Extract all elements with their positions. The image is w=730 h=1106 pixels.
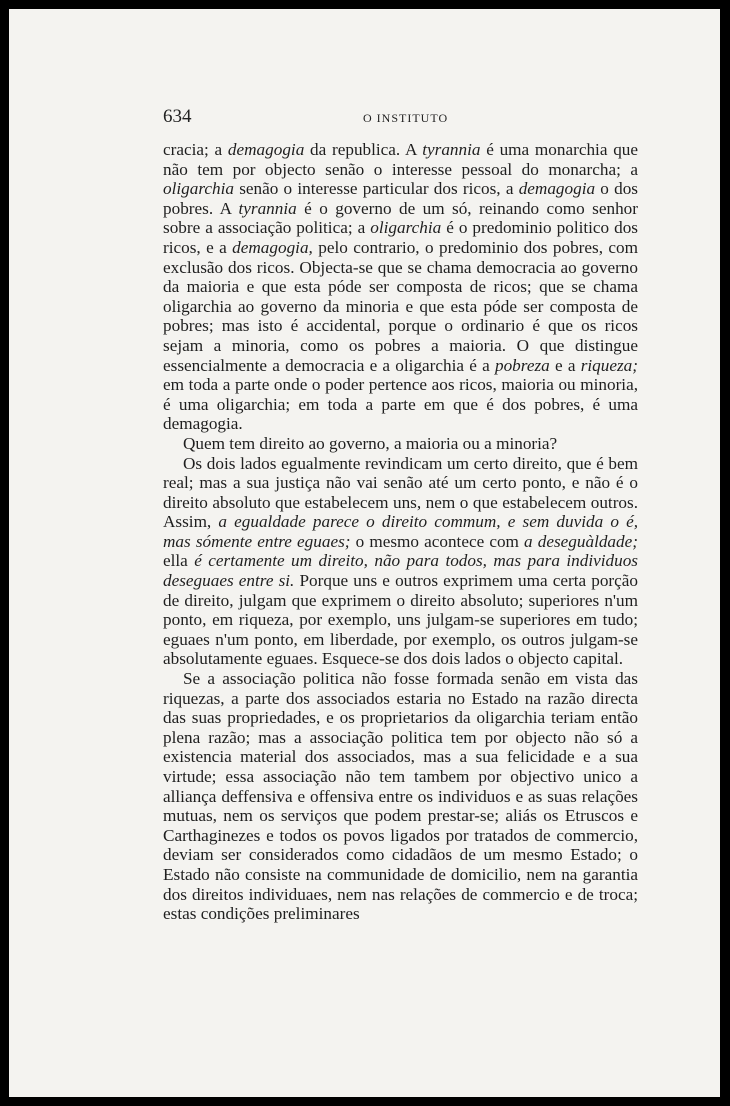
- italic-text: oligarchia: [163, 179, 234, 199]
- page-header: [163, 106, 643, 130]
- text-run: é o predominio politico dos ricos, e a: [163, 218, 638, 257]
- text-run: ella: [163, 551, 195, 571]
- book-page: [9, 9, 720, 1097]
- text-run: Os dois lados egualmente revindicam um certo direito, que é bem real; mas a sua justiça não vai senão até um certo ponto, e não é o direito absoluto que estabelecem uns, nem o que estabelecem outros. Assim,: [163, 453, 638, 532]
- text-run: Porque uns e outros exprimem uma certa porção de direito, julgam que exprimem o direito absoluto; superiores n'um ponto, em riqueza, por exemplo, uns julgam-se superiores em tudo; eguaes n'um ponto, em liberdade, por exemplo, os outros julgam-se absolutamente eguaes. Esquece-se dos dois lados o objecto capital.: [163, 571, 638, 669]
- italic-text: pobreza: [494, 355, 550, 375]
- text-run: é uma monarchia que não tem por objecto senão o interesse pessoal do monarcha; a: [163, 140, 639, 179]
- italic-text: tyrannia: [238, 198, 297, 218]
- italic-text: tyrannia: [422, 140, 481, 159]
- italic-text: demagogia: [227, 140, 305, 159]
- italic-text: riqueza;: [580, 355, 638, 375]
- italic-text: a deseguàldade;: [524, 531, 638, 551]
- italic-text: oligarchia: [370, 218, 442, 238]
- text-run: cracia; a: [163, 140, 228, 159]
- text-run: Quem tem direito ao governo, a maioria ou a minoria?: [183, 433, 558, 453]
- running-title: O INSTITUTO: [363, 111, 449, 125]
- text-run: da republica. A: [304, 140, 423, 159]
- text-run: Se a associação politica não fosse formada senão em vista das riquezas, a parte dos associados estaria no Estado na razão directa das suas propriedades, e os proprietarios da oligarchia teriam então plena razão; mas a associação politica tem por objecto não só a existencia material dos associados, mas a sua felicidade e a sua virtude; essa associação não tem tambem por objectivo unico a alliança deffensiva e offensiva entre os individuos e as suas relações mutuas, nem os serviços que podem prestar-se; aliás os Etruscos e Carthaginezes e todos os povos ligados por tratados de commercio, deviam ser considerados como cidadãos de um mesmo Estado; o Estado não consiste na communidade de domicilio, nem na garantia dos direitos individuaes, nem nas relações de commercio e de troca; estas condições preliminares: [163, 669, 638, 924]
- text-run: e a: [549, 355, 581, 375]
- paragraph: [163, 434, 638, 454]
- text-run: é o governo de um só, reinando como senhor sobre a associação politica; a: [163, 198, 638, 238]
- text-run: o mesmo acontece com: [350, 531, 525, 551]
- italic-text: demagogia,: [232, 237, 313, 257]
- text-run: o dos pobres. A: [163, 179, 638, 218]
- paragraph: [163, 669, 638, 924]
- text-run: senão o interesse particular dos ricos, a: [233, 179, 519, 199]
- body-text: [163, 140, 638, 924]
- text-run: pelo contrario, o predominio dos pobres, com exclusão dos ricos. Objecta-se que se chama democracia ao governo da maioria e que esta póde ser composta de ricos; que se chama oligarchia ao governo da minoria e que esta póde ser composta de pobres; mas isto é accidental, porque o ordinario é que os ricos sejam a minoria, como os pobres a maioria. O que distingue essencialmente a democracia e a oligarchia é a: [163, 237, 638, 375]
- italic-text: demagogia: [518, 179, 596, 199]
- paragraph: [163, 140, 638, 434]
- italic-text: a egualdade parece o direito commum, e sem duvida o é, mas sómente entre eguaes;: [163, 512, 639, 551]
- text-run: em toda a parte onde o poder pertence aos ricos, maioria ou minoria, é uma oligarchia; em toda a parte em que é dos pobres, é uma demagogia.: [163, 375, 638, 434]
- italic-text: é certamente um direito, não para todos, mas para individuos deseguaes entre si.: [163, 551, 638, 591]
- page-number: 634: [163, 106, 192, 127]
- paragraph: [163, 454, 638, 670]
